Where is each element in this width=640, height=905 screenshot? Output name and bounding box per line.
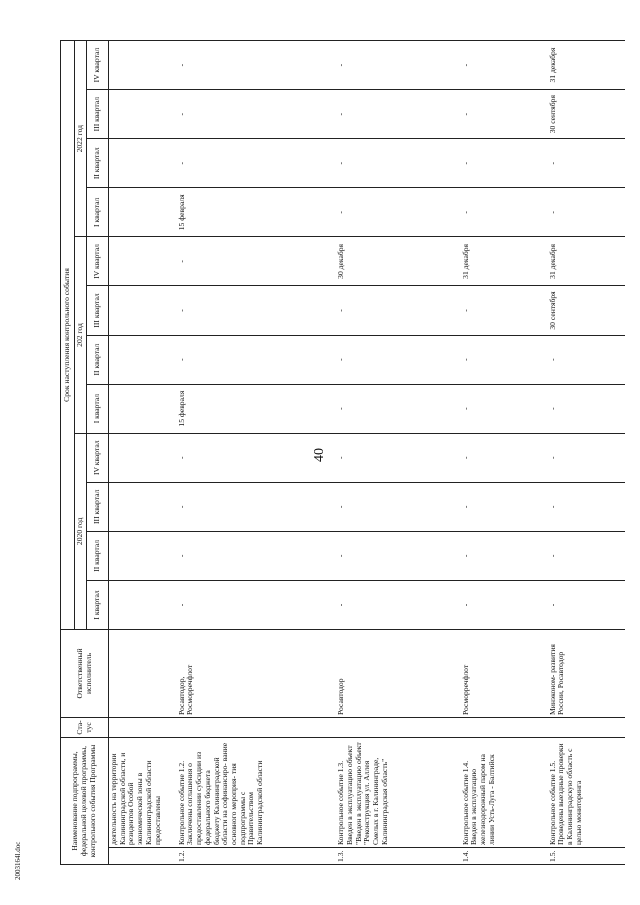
table-row [461, 41, 548, 865]
quarter-cell [109, 335, 177, 384]
quarter-cell: - [461, 90, 548, 139]
row-status [461, 717, 548, 737]
quarter-cell [109, 531, 177, 580]
document-id: 2003164l.doc [14, 841, 22, 880]
quarter-cell: - [177, 237, 336, 286]
row-status [177, 717, 336, 737]
row-executor [109, 629, 177, 717]
row-status [109, 717, 177, 737]
quarter-cell: - [461, 286, 548, 335]
header-quarter: I квартал [87, 580, 109, 629]
quarter-cell: - [177, 41, 336, 90]
quarter-cell: 15 февраля [177, 384, 336, 433]
quarter-cell: - [336, 335, 461, 384]
header-quarter: I квартал [87, 384, 109, 433]
quarter-cell: - [548, 384, 625, 433]
table-row [336, 41, 461, 865]
header-year-2020: 2020 год [75, 433, 87, 629]
quarter-cell: - [336, 482, 461, 531]
row-name: Контрольное событие 1.4. Введен в эксплуатацию железнодорожный паром на линии Усть-Луга - Балтийск [461, 737, 548, 847]
row-number [109, 848, 177, 865]
quarter-cell: - [336, 90, 461, 139]
header-quarter: I квартал [87, 188, 109, 237]
header-quarter: III квартал [87, 90, 109, 139]
quarter-cell: - [336, 286, 461, 335]
quarter-cell [109, 188, 177, 237]
quarter-cell: - [177, 286, 336, 335]
header-quarter: II квартал [87, 139, 109, 188]
quarter-cell [109, 237, 177, 286]
header-year-2021: 202 год [75, 237, 87, 433]
quarter-cell: - [548, 482, 625, 531]
quarter-cell: - [336, 384, 461, 433]
quarter-cell [109, 433, 177, 482]
row-executor: Росавтодор [336, 629, 461, 717]
quarter-cell: - [461, 335, 548, 384]
header-name: Наименование подпрограммы, федеральной целевой программы, контрольного события Программы [61, 737, 109, 864]
row-number: 1.3. [336, 848, 461, 865]
quarter-cell: - [177, 139, 336, 188]
row-status [548, 717, 625, 737]
quarter-cell [109, 482, 177, 531]
quarter-cell [109, 384, 177, 433]
quarter-cell: - [461, 384, 548, 433]
quarter-cell: - [548, 188, 625, 237]
header-year-2022: 2022 год [75, 41, 87, 237]
row-status [336, 717, 461, 737]
page-number: 40 [312, 448, 327, 462]
quarter-cell: - [548, 580, 625, 629]
quarter-cell: - [548, 139, 625, 188]
header-quarter: III квартал [87, 286, 109, 335]
quarter-cell [109, 139, 177, 188]
quarter-cell: - [336, 188, 461, 237]
header-quarter: III квартал [87, 482, 109, 531]
quarter-cell: - [177, 90, 336, 139]
quarter-cell: 31 декабря [548, 41, 625, 90]
header-quarter: II квартал [87, 531, 109, 580]
header-status: Ста- тус [61, 717, 109, 737]
row-executor: Минэконом- развития России, Росавтодор [548, 629, 625, 717]
quarter-cell: 15 февраля [177, 188, 336, 237]
quarter-cell: - [336, 41, 461, 90]
quarter-cell [109, 286, 177, 335]
quarter-cell: - [461, 41, 548, 90]
quarter-cell: 30 сентября [548, 90, 625, 139]
quarter-cell: - [177, 580, 336, 629]
quarter-cell: - [548, 531, 625, 580]
header-quarter: IV квартал [87, 237, 109, 286]
table-row [109, 41, 177, 865]
row-name: Контрольное событие 1.2. Заключены соглашения о предоставлении субсидии из федерального бюджета бюджету Калининградской области на софинансиро- вание основного мероприя- тия подпрограммы с Правительством Калининградской области [177, 737, 336, 847]
quarter-cell [109, 90, 177, 139]
quarter-cell: - [461, 139, 548, 188]
quarter-cell: - [336, 580, 461, 629]
quarter-cell: - [461, 531, 548, 580]
table-row [177, 41, 336, 865]
header-quarter: II квартал [87, 335, 109, 384]
row-executor: Росморречфлот [461, 629, 548, 717]
quarter-cell: - [177, 531, 336, 580]
quarter-cell: - [177, 335, 336, 384]
quarter-cell: - [461, 433, 548, 482]
quarter-cell: - [548, 335, 625, 384]
quarter-cell: - [177, 433, 336, 482]
quarter-cell: - [548, 433, 625, 482]
control-events-table [60, 40, 625, 865]
quarter-cell: - [336, 139, 461, 188]
quarter-cell: 31 декабря [461, 237, 548, 286]
header-quarter: IV квартал [87, 433, 109, 482]
row-number: 1.2. [177, 848, 336, 865]
quarter-cell: - [177, 482, 336, 531]
quarter-cell: - [336, 531, 461, 580]
quarter-cell: 30 сентября [548, 286, 625, 335]
quarter-cell: - [336, 433, 461, 482]
rotated-table-area [60, 40, 625, 865]
quarter-cell [109, 580, 177, 629]
row-number: 1.5. [548, 848, 625, 865]
quarter-cell: - [461, 482, 548, 531]
row-name: деятельность на территории Калининградской области, и резидентов Особой экономической зоны в Калининградской области предоставлены [109, 737, 177, 847]
quarter-cell: 31 декабря [548, 237, 625, 286]
row-executor: Росавтодор, Росморречфлот [177, 629, 336, 717]
quarter-cell [109, 41, 177, 90]
quarter-cell: - [461, 188, 548, 237]
quarter-cell: 30 декабря [336, 237, 461, 286]
row-number: 1.4. [461, 848, 548, 865]
row-name: Контрольное событие 1.5. Проведены выездные проверки в Калининградскую область с целью мониторинга [548, 737, 625, 847]
row-name: Контрольное событие 1.3. Введен в эксплуатацию объект "Введен в эксплуатацию объект "Реконструкция ул. Аллея Смелых в г. Калининграде, Калининградская область" [336, 737, 461, 847]
header-deadline: Срок наступления контрольного события [61, 41, 75, 630]
header-executor: Ответственный исполнитель [61, 629, 109, 717]
quarter-cell: - [461, 580, 548, 629]
table-row [548, 41, 625, 865]
header-quarter: IV квартал [87, 41, 109, 90]
